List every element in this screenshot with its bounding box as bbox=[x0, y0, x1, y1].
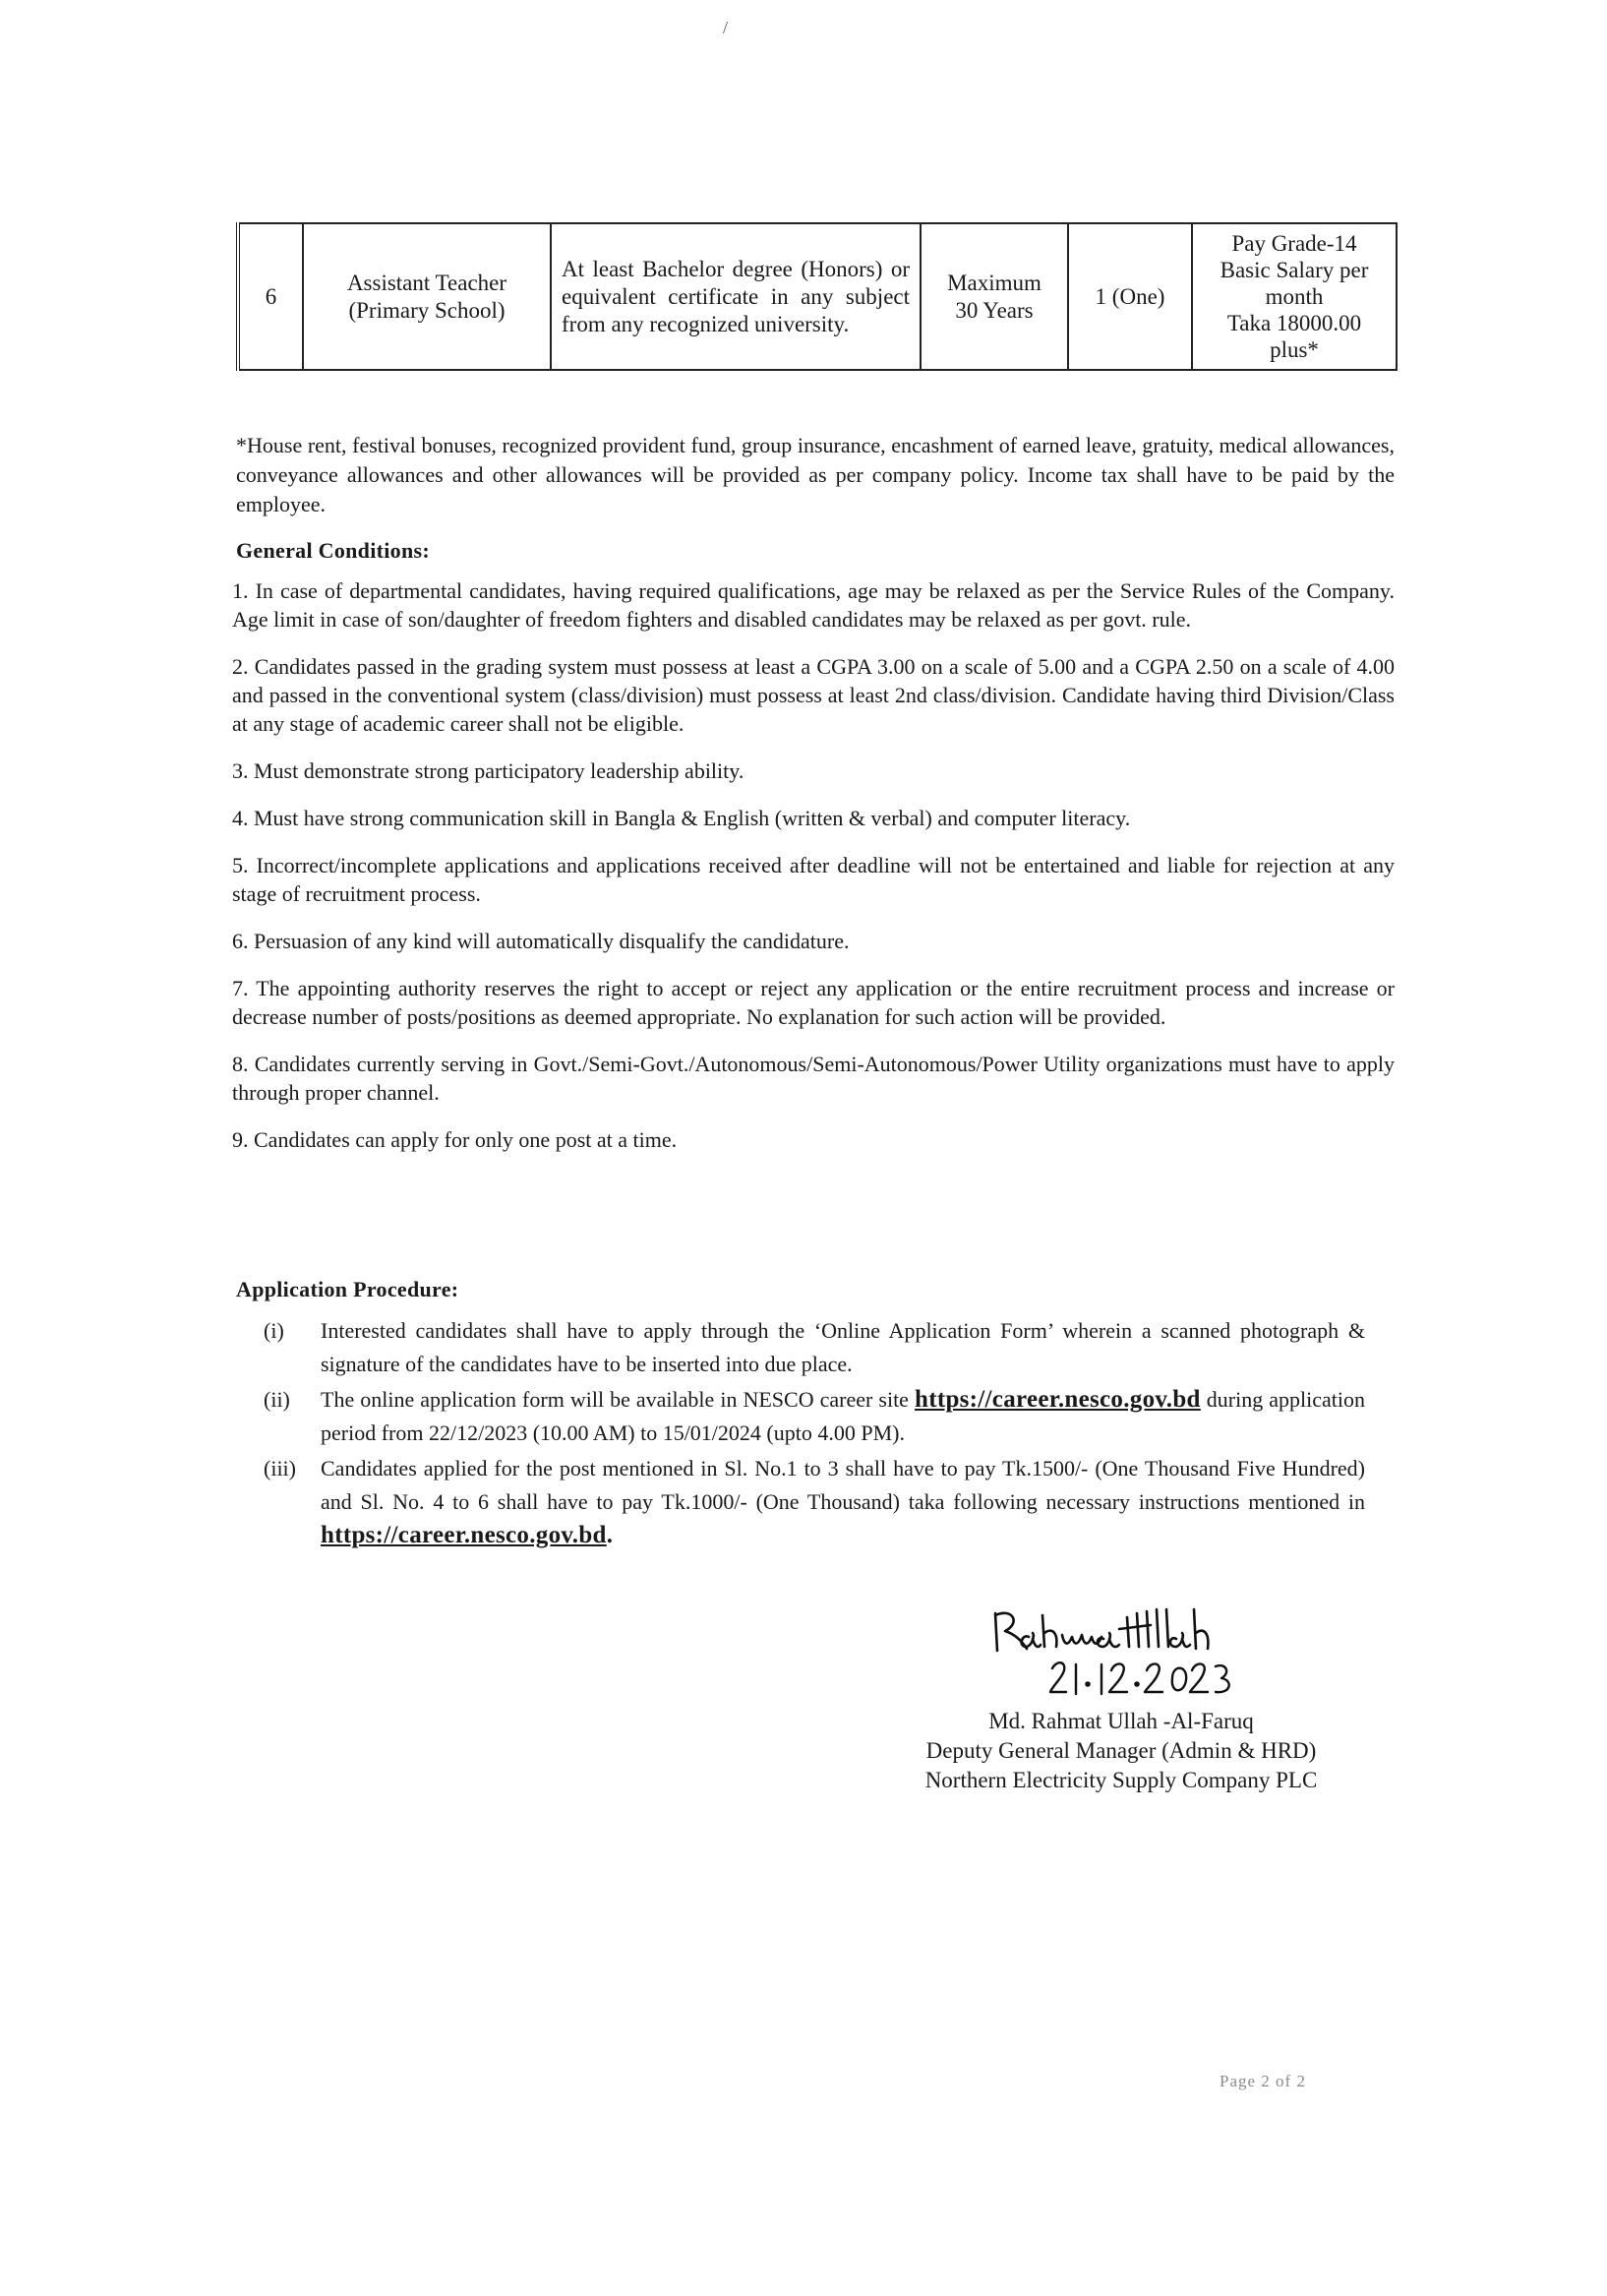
procedure-text-before: Candidates applied for the post mentioned in Sl. No.1 to 3 shall have to pay Tk.1500/- (One Thousand Five Hundred) and Sl. No. 4 to 6 shall have to pay Tk.1000/- (One Thousand) taka following necessary instructions mentioned in bbox=[321, 1456, 1365, 1514]
post-name: Assistant Teacher bbox=[346, 270, 507, 295]
allowance-note: *House rent, festival bonuses, recognized provident fund, group insurance, encashment of earned leave, gratuity, medical allowances, conveyance allowances and other allowances will be provided as per company policy. Income tax shall have to be paid by the employee. bbox=[236, 433, 1395, 516]
procedure-item bbox=[264, 1452, 1365, 1552]
condition-item: 7. The appointing authority reserves the right to accept or reject any application or the entire recruitment process and increase or decrease number of posts/positions as deemed appropriate. No explanation for such action will be provided. bbox=[232, 976, 1395, 1029]
condition-item: 4. Must have strong communication skill in Bangla & English (written & verbal) and computer literacy. bbox=[232, 806, 1131, 830]
procedure-item bbox=[264, 1314, 1365, 1381]
procedure-text-before: The online application form will be available in NESCO career site bbox=[321, 1387, 909, 1412]
procedure-text: Interested candidates shall have to apply through the ‘Online Application Form’ wherein a scanned photograph & signature of the candidates have to be inserted into due place. bbox=[321, 1318, 1365, 1376]
vacancy-cell bbox=[1068, 223, 1192, 370]
condition-item: 8. Candidates currently serving in Govt./Semi-Govt./Autonomous/Semi-Autonomous/Power Utility organizations must have to apply through proper channel. bbox=[232, 1052, 1395, 1105]
page-number: Page 2 of 2 bbox=[1220, 2072, 1306, 2090]
signatory-designation: Deputy General Manager (Admin & HRD) bbox=[925, 1738, 1317, 1763]
serial-number: 6 bbox=[265, 283, 277, 309]
pay-line-2: Basic Salary per bbox=[1220, 258, 1369, 282]
condition-item: 9. Candidates can apply for only one post at a time. bbox=[232, 1127, 678, 1152]
signatory-block bbox=[885, 1707, 1357, 1795]
condition-item: 5. Incorrect/incomplete applications and applications received after deadline will not be entertained and liable for rejection at any stage of recruitment process. bbox=[232, 853, 1395, 906]
age-line-1: Maximum bbox=[947, 270, 1042, 295]
procedure-item bbox=[264, 1383, 1365, 1450]
career-site-link[interactable]: https://career.nesco.gov.bd bbox=[915, 1386, 1201, 1413]
condition-item: 3. Must demonstrate strong participatory leadership ability. bbox=[232, 758, 744, 783]
handwritten-signature bbox=[983, 1603, 1279, 1702]
procedure-text-after: . bbox=[606, 1522, 613, 1548]
pay-line-3: month bbox=[1265, 284, 1324, 309]
stray-mark: / bbox=[723, 18, 729, 37]
signatory-company: Northern Electricity Supply Company PLC bbox=[924, 1768, 1318, 1792]
procedure-number: (ii) bbox=[264, 1387, 290, 1412]
signatory-name: Md. Rahmat Ullah -Al-Faruq bbox=[988, 1709, 1254, 1733]
vacancy-count: 1 (One) bbox=[1095, 283, 1165, 309]
procedure-number: (i) bbox=[264, 1318, 284, 1343]
age-cell bbox=[921, 223, 1068, 370]
career-site-link[interactable]: https://career.nesco.gov.bd bbox=[321, 1522, 607, 1548]
pay-grade: Pay Grade-14 bbox=[1231, 231, 1357, 256]
general-conditions-heading: General Conditions: bbox=[236, 538, 430, 563]
pay-amount: Taka 18000.00 bbox=[1226, 311, 1362, 335]
post-subtitle: (Primary School) bbox=[348, 297, 506, 323]
condition-item: 1. In case of departmental candidates, having required qualifications, age may be relaxed as per the Service Rules of the Company. Age limit in case of son/daughter of freedom fighters and disabled candidates may be relaxed as per govt. rule. bbox=[232, 578, 1395, 632]
qualification-text: At least Bachelor degree (Honors) or equivalent certificate in any subject from any recognized university. bbox=[562, 256, 910, 336]
pay-plus: plus* bbox=[1270, 337, 1319, 362]
condition-item: 6. Persuasion of any kind will automatically disqualify the candidature. bbox=[232, 929, 850, 953]
table-row bbox=[238, 223, 1397, 370]
age-line-2: 30 Years bbox=[955, 297, 1034, 323]
application-procedure-heading: Application Procedure: bbox=[236, 1277, 459, 1301]
procedure-text bbox=[321, 1383, 1365, 1450]
pay-cell bbox=[1192, 223, 1397, 370]
condition-item: 2. Candidates passed in the grading system must possess at least a CGPA 3.00 on a scale of 5.00 and a CGPA 2.50 on a scale of 4.00 and passed in the conventional system (class/division) must possess at least 2nd class/division. Candidate having third Division/Class at any stage of academic career shall not be eligible. bbox=[232, 654, 1395, 736]
serial-cell bbox=[238, 223, 303, 370]
post-table bbox=[236, 222, 1398, 371]
application-procedure-list bbox=[264, 1314, 1365, 1554]
post-cell bbox=[303, 223, 551, 370]
procedure-number: (iii) bbox=[264, 1456, 296, 1480]
procedure-text-after: during application period from 22/12/2023 (10.00 AM) to 15/01/2024 (upto 4.00 PM). bbox=[321, 1387, 1366, 1445]
procedure-text bbox=[321, 1452, 1365, 1552]
qualification-cell bbox=[551, 223, 921, 370]
general-conditions-list bbox=[232, 576, 1395, 1173]
